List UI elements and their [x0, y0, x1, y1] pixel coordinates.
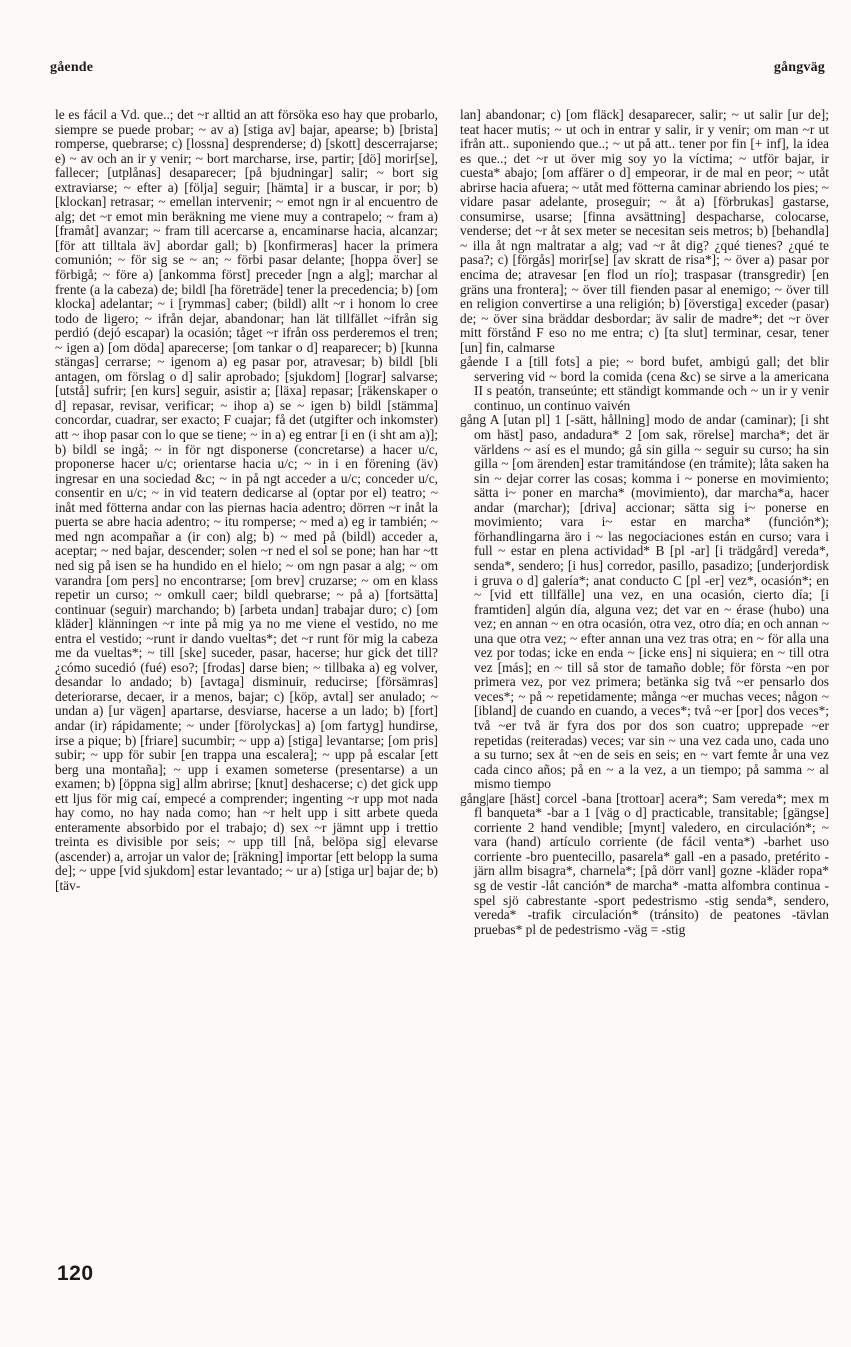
- running-head-left: gående: [50, 60, 94, 75]
- right-column-paragraph: lan] abandonar; c) [om fläck] desaparecer, salir; ~ ut salir [ur de]; teat hacer mutis; ~ ut och in entrar y salir, ir y venir; om man ~r ut ifrån att.. suponiendo que..; ~ ut på att.. tener por fin [+ inf], la idea es que..; det ~r ut över mig soy yo la víctima; ~ utför bajar, ir cuesta* abajo; [om affärer o d] empeorar, ir de mal en peor; ~ utåt abrirse hacia afuera; ~ utåt med fötterna caminar abriendo los pies; ~ vidare pasar adelante, proseguir; ~ åt a) [förbrukas] gastarse, consumirse, usarse; [finna avsättning] despacharse, colocarse, venderse; det ~r åt sex meter se necesitan seis metros; b) [behandla] ~ illa åt ngn maltratar a alg; vad ~r åt dig? ¿qué tienes? ¿qué te pasa?; c) [förgås] morir[se] [av skratt de risa*]; ~ över a) pasar por encima de; atravesar [en flod un río]; traspasar (transgredir) [en gräns una frontera]; ~ över till fienden pasar al enemigo; ~ över till en religion convertirse a una religión; b) [överstiga] exceder (pasar) de; ~ över sina bräddar desbordar; äv salir de madre*; det ~r över mitt förstånd F eso no me entra; c) [ta slut] terminar, cesar, tener [un] fin, calmarse: [460, 108, 829, 355]
- left-column-paragraph: le es fácil a Vd. que..; det ~r alltid an att försöka eso hay que probarlo, siempre se puede probar; ~ av a) [stiga av] bajar, apearse; b) [brista] romperse, quebrarse; c) [lossna] desprenderse; d) [skott] descerrajarse; e) ~ av och an ir y venir; ~ bort marcharse, irse, partir; [dö] morir[se], fallecer; [utplånas] desaparecer; [på bjudningar] salir; ~ bort sig extraviarse; ~ efter a) [följa] seguir; [hämta] ir a buscar, ir por; b) [klockan] retrasar; ~ emellan intervenir; ~ emot ngn ir al encuentro de alg; det ~r emot min beräkning me viene muy a contrapelo; ~ fram a) [framåt] avanzar; ~ fram till acercarse a, encaminarse hacia, alcanzar; [för att tilltala äv] abordar gall; b) [konfirmeras] hacer la primera comunión; ~ för sig se ~ an; ~ förbi pasar delante; [hoppa över] se förbigå; ~ före a) [ankomma först] preceder [ngn a alg]; marchar al frente (a la cabeza) de; bildl [ha företräde] tener la precedencia; b) [om klocka] adelantar; ~ i [rymmas] caber; (bildl) allt ~r i honom lo cree todo de ligero; ~ ifrån dejar, abandonar; han lät tillfället ~ifrån sig perdió (dejó escapar) la ocasión; tåget ~r ifrån oss perderemos el tren; ~ igen a) [om döda] aparecerse; [om tankar o d] reaparecer; b) [kunna stängas] cerrarse; ~ igenom a) eg pasar por, atravesar; b) bildl [bli antagen, om förslag o d] salir aprobado; [sjukdom] [lograr] salvarse; [utstå] sufrir; [en kurs] seguir, asistir a; [läxa] repasar; [räkenskaper o d] repasar, revisar, verificar; ~ ihop a) se ~ igen b) bildl [stämma] concordar, cuadrar, ser exacto; F cuajar; få det (utgifter och inkomster) att ~ ihop pasar con lo que se tiene; ~ in a) eg entrar [i en (i sht am a)]; b) bildl se ingå; ~ in för ngt disponerse (concretarse) a hacer u/c, proponerse hacer u/c; orientarse hacia u/c; ~ in i en förening (äv) ingresar en una sociedad &c; ~ in på ngt acceder a u/c; conceder u/c, consentir en u/c; ~ in vid teatern dedicarse al (optar por el) teatro; ~ inåt med fötterna andar con las piernas hacia adentro; dörren ~r inåt la puerta se abre hacia adentro; ~ itu romperse; ~ med a) eg ir también; ~ med ngn acompañar a (ir con) alg; b) ~ med på (bildl) acceder a, aceptar; ~ ned bajar, descender; solen ~r ned el sol se pone; han har ~tt ned sig på isen se ha hundido en el hielo; ~ om ngn pasar a alg; ~ om varandra [om pers] no encontrarse; [om brev] cruzarse; ~ om en klass repetir un curso; ~ omkull caer; bildl quebrarse; ~ på a) [fortsätta] continuar (seguir) marchando; b) [arbeta undan] trabajar duro; c) [om kläder] klänningen ~r inte på mig ya no me viene el vestido, no me entra el vestido; ~runt ir dando vueltas*; det ~r runt för mig la cabeza me da vueltas*; ~ till [ske] suceder, pasar, hacerse; hur gick det till? ¿cómo sucedió (fué) eso?; [frodas] darse bien; ~ tillbaka a) eg volver, desandar lo andado; b) [avtaga] disminuir, reducirse; [försämras] deteriorarse, decaer, ir a menos, bajar; c) [köp, avtal] ser anulado; ~ undan a) [ur vägen] apartarse, desviarse, hacerse a un lado; b) [fort] andar (ir) rápidamente; ~ under [förolyckas] a) [om fartyg] hundirse, irse a pique; b) [friare] sucumbir; ~ upp a) [stiga] levantarse; [om pris] subir; ~ upp för subir [en trappa una escalera]; ~ upp på escalar [ett berg una montaña]; ~ upp i examen someterse (presentarse) a un examen; b) [öppna sig] allm abrirse; [knut] deshacerse; c) det gick upp ett ljus för mig caí, empecé a comprender; ingenting ~r upp mot nada hay como, no hay nada como; han ~r helt upp i sitt arbete queda enteramente absorbido por el trabajo; d) sex ~r jämnt upp i trettio treinta es divisible por seis; ~ upp till [nå, belöpa sig] elevarse (ascender) a, arrojar un valor de; [räkning] importar [ett belopp la suma de]; ~ uppe [vid sjukdom] estar levantado; ~ ur a) [stiga ur] bajar de; b) [täv-: [55, 108, 438, 893]
- entry-gang: gång A [utan pl] 1 [-sätt, hållning] modo de andar (caminar); [i sht om häst] paso, andadura* 2 [om sak, rörelse] marcha*; det är världens ~ así es el mundo; gå sin gilla ~ seguir su curso; ha sin gilla ~ [om ärenden] estar tramitándose (en trámite); låta saken ha sin ~ dejar correr las cosas; komma i ~ ponerse en movimiento; sätta i~ poner en marcha* (movimiento), dar marcha*a, hacer andar (marchar); [driva] accionar; sätta sig i~ ponerse en movimiento; vara i~ estar en marcha* (función*); förhandlingarna äro i ~ las negociaciones están en curso; vara i full ~ estar en plena actividad* B [pl -ar] [i trädgård] vereda*, senda*, sendero; [i hus] corredor, pasillo, pasadizo; [underjordisk i gruva o d] galería*; anat conducto C [pl -er] vez*, ocasión*; en ~ [vid ett tillfälle] una vez, en una ocasión, cierto día; [i framtiden] algún día, alguna vez; det var en ~ érase (hubo) una vez; en annan ~ en otra ocasión, otra vez, otro día; en och annan ~ una que otra vez; ~ efter annan una vez tras otra; en ~ för alla una vez por todas; icke en enda ~ [icke ens] ni siquiera; en ~ till otra vez [más]; en ~ till så stor de tamaño doble; för första ~en por primera vez, por vez primera; betänka sig två ~er pensarlo dos veces*; ~ på ~ repetidamente; många ~er muchas veces; någon ~ [ibland] de cuando en cuando, a veces*; två ~er [por] dos veces*; två ~er två är fyra dos por dos son cuatro; upprepade ~er repetidas (reiteradas) veces; var sin ~ una vez cada uno, cada uno a su turno; sex åt ~en de seis en seis; en ~ vart femte år una vez cada cinco años; på en ~ a la vez, a un tiempo; på samma ~ al mismo tiempo: [460, 412, 829, 792]
- left-column: [55, 108, 438, 1260]
- running-head-right: gångväg: [773, 60, 825, 75]
- entry-gaende: gående I a [till fots] a pie; ~ bord bufet, ambigú gall; det blir servering vid ~ bord la comida (cena &c) se sirve a la americana II s peatón, transeúnte; ett ständigt kommande och ~ un ir y venir continuo, un continuo vaivén: [460, 354, 829, 413]
- entry-gang-compounds: gång|are [häst] corcel -bana [trottoar] acera*; Sam vereda*; mex m fl banqueta* -bar a 1 [väg o d] practicable, transitable; [gängse] corriente 2 hand vendible; [mynt] valedero, en circulación*; ~ vara (hand) artículo corriente (de fácil venta*) -barhet uso corriente -bro puentecillo, pasarela* gall -en a pasado, pretérito -järn allm bisagra*, charnela*; [på dörr vanl] gozne -kläder ropa* sg de vestir -låt canción* de marcha* -matta alfombra continua -spel sjö cabrestante -sport pedestrismo -stig senda*, sendero, vereda* -trafik circulación* (tránsito) de peatones -tävlan pruebas* pl de pedestrismo -väg = -stig: [460, 790, 829, 937]
- page-number: 120: [57, 1262, 94, 1285]
- right-column: [460, 108, 829, 1268]
